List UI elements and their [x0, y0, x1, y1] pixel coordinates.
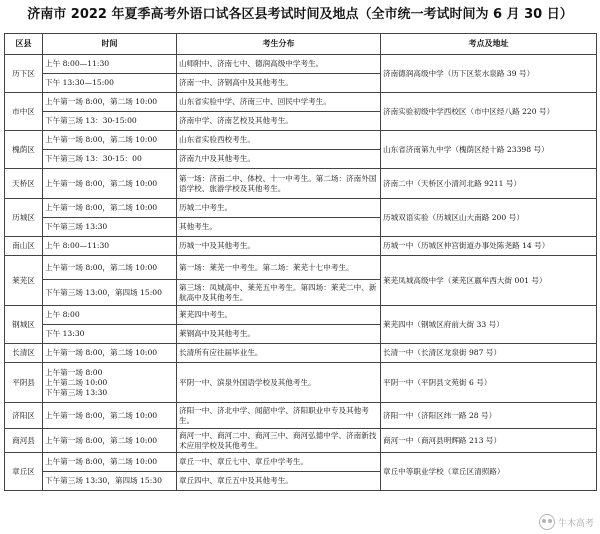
- district-cell: 济阳区: [5, 403, 43, 429]
- table-row: [5, 344, 597, 363]
- distribution-cell: 济南九中及其他考生。: [177, 150, 381, 169]
- table-row: [5, 363, 597, 403]
- time-cell: 下午第三场 13:30: [43, 218, 177, 237]
- time-cell: 上午第一场 8:00，第二场 10:00: [43, 199, 177, 218]
- distribution-cell: 济阳一中、济北中学、闻韶中学、济阳职业中专及其他考生。: [177, 403, 381, 429]
- district-cell: 平阴县: [5, 363, 43, 403]
- location-cell: 历城双语实验（历城区山大南路 200 号）: [381, 199, 597, 237]
- district-cell: 南山区: [5, 237, 43, 256]
- district-cell: 长清区: [5, 344, 43, 363]
- table-row: [5, 169, 597, 199]
- table-header-row: [5, 34, 597, 55]
- table-row: [5, 453, 597, 472]
- table-body: [5, 55, 597, 491]
- table-row: [5, 237, 597, 256]
- table-row: [5, 55, 597, 74]
- table-row: [5, 131, 597, 150]
- time-cell: 上午 8:00: [43, 306, 177, 325]
- district-cell: 商河县: [5, 429, 43, 453]
- location-cell: 章丘中等职业学校（章丘区清照路）: [381, 453, 597, 491]
- distribution-cell: 长清所有应往届毕业生。: [177, 344, 381, 363]
- distribution-cell: 山师附中、济南七中、德润高级中学考生。: [177, 55, 381, 74]
- time-cell: 上午第一场 8:00，第二场 10:00: [43, 169, 177, 199]
- time-cell: 上午第一场 8:00，第二场 10:00: [43, 403, 177, 429]
- district-cell: 历城区: [5, 199, 43, 237]
- district-cell: 天桥区: [5, 169, 43, 199]
- distribution-cell: 第三场：凤城高中、莱芜五中考生。第四场：莱芜二中、新航高中及其他考生。: [177, 280, 381, 306]
- header-time: 时间: [43, 34, 177, 55]
- location-cell: 莱芜四中（钢城区府前大街 33 号）: [381, 306, 597, 344]
- watermark: [539, 514, 594, 530]
- header-district: 区县: [5, 34, 43, 55]
- location-cell: 山东省济南第九中学（槐荫区经十路 23398 号）: [381, 131, 597, 169]
- location-cell: 商河一中（商河县明辉路 213 号）: [381, 429, 597, 453]
- time-cell: 上午第一场 8:00，第二场 10:00: [43, 131, 177, 150]
- distribution-cell: 济南一中、济钢高中及其他考生。: [177, 74, 381, 93]
- distribution-cell: 历城一中及其他考生。: [177, 237, 381, 256]
- wechat-icon: [539, 514, 555, 530]
- time-cell: 上午 8:00—11:30: [43, 237, 177, 256]
- time-cell: 上午第一场 8:00，第二场 10:00: [43, 256, 177, 280]
- header-location: 考点及地址: [381, 34, 597, 55]
- location-cell: 历城一中（历城区仲宫街道办事处陈尧路 14 号）: [381, 237, 597, 256]
- time-cell: 上午第一场 8:00，第二场 10:00: [43, 93, 177, 112]
- time-cell: 上午 8:00—11:30: [43, 55, 177, 74]
- district-cell: 章丘区: [5, 453, 43, 491]
- district-cell: 莱芜区: [5, 256, 43, 306]
- page-title: 济南市 2022 年夏季高考外语口试各区县考试时间及地点（全市统一考试时间为 6 月 30 日）: [27, 7, 573, 22]
- distribution-cell: 第一场：莱芜一中考生。第二场：莱芜十七中考生。: [177, 256, 381, 280]
- distribution-cell: 商河一中、商河二中、商河三中、商河弘德中学、济南新技术应用学校及其他考生。: [177, 429, 381, 453]
- header-distribution: 考生分布: [177, 34, 381, 55]
- time-cell: 下午第三场 13:00，第四场 15:00: [43, 280, 177, 306]
- distribution-cell: 莱芜四中考生。: [177, 306, 381, 325]
- location-cell: 长清一中（长清区龙泉街 987 号）: [381, 344, 597, 363]
- watermark-text: 牛木高考: [557, 518, 594, 529]
- district-cell: 历下区: [5, 55, 43, 93]
- distribution-cell: 章丘四中、章丘五中及其他考生。: [177, 472, 381, 491]
- time-cell: 下午第三场 13:30，第四场 15:30: [43, 472, 177, 491]
- table-row: [5, 429, 597, 453]
- location-cell: 济阳一中（济阳区纬一路 28 号）: [381, 403, 597, 429]
- distribution-cell: 历城二中考生。: [177, 199, 381, 218]
- table-row: [5, 403, 597, 429]
- time-cell: 上午第一场 8:00，第二场 10:00: [43, 453, 177, 472]
- district-cell: 槐荫区: [5, 131, 43, 169]
- distribution-cell: 平阴一中、滨泉外国语学校及其他考生。: [177, 363, 381, 403]
- distribution-cell: 山东省实验西校考生。: [177, 131, 381, 150]
- distribution-cell: 济南中学、济南艺校及其他考生。: [177, 112, 381, 131]
- distribution-cell: 山东省实验中学、济南三中、回民中学考生。: [177, 93, 381, 112]
- location-cell: 济南德润高级中学（历下区浆水泉路 39 号）: [381, 55, 597, 93]
- district-cell: 市中区: [5, 93, 43, 131]
- distribution-cell: 其他考生。: [177, 218, 381, 237]
- table-row: [5, 199, 597, 218]
- table-row: [5, 306, 597, 325]
- location-cell: 济南二中（天桥区小清河北路 9211 号）: [381, 169, 597, 199]
- distribution-cell: 第一场：济南二中、体校、十一中考生。第二场：济南外国语学校、旅游学校及其他考生。: [177, 169, 381, 199]
- time-cell: 上午第一场 8:00 上午第二场 10:00 下午第三场 13:30: [43, 363, 177, 403]
- time-cell: 上午第一场 8:00，第二场 10:00: [43, 344, 177, 363]
- time-cell: 下午 13:30: [43, 325, 177, 344]
- schedule-table: [4, 33, 597, 491]
- location-cell: 莱芜凤城高级中学（莱芜区嬴牟西大街 001 号）: [381, 256, 597, 306]
- district-cell: 钢城区: [5, 306, 43, 344]
- time-cell: 上午第一场 8:00，第二场 10:00: [43, 429, 177, 453]
- distribution-cell: 莱钢高中及其他考生。: [177, 325, 381, 344]
- time-cell: 下午第三场 13：30-15：00: [43, 150, 177, 169]
- distribution-cell: 章丘一中、章丘七中、章丘中学考生。: [177, 453, 381, 472]
- time-cell: 下午第三场 13：30-15:00: [43, 112, 177, 131]
- table-row: [5, 93, 597, 112]
- table-row: [5, 256, 597, 280]
- location-cell: 济南实验初级中学西校区（市中区经八路 220 号）: [381, 93, 597, 131]
- time-cell: 下午 13:30—15:00: [43, 74, 177, 93]
- location-cell: 平阴一中（平阴县文苑街 6 号）: [381, 363, 597, 403]
